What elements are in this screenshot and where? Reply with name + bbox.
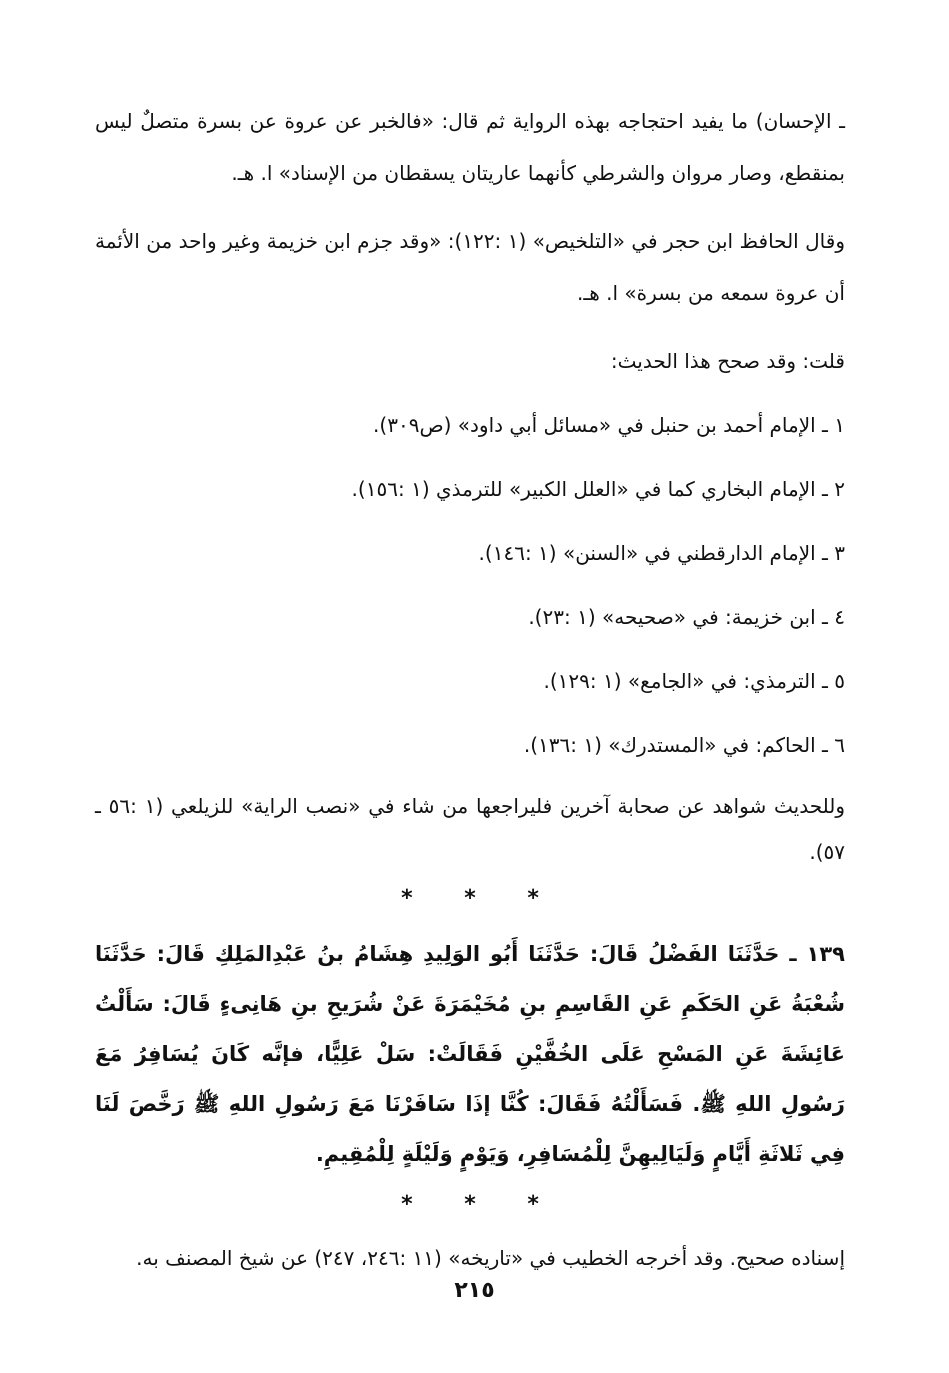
paragraph-authenticators-intro: قلت: وقد صحح هذا الحديث: — [610, 349, 845, 373]
hadith-139: ١٣٩ ـ حَدَّثَنَا الفَضْلُ قَالَ: حَدَّثَنَا أَبُو الوَلِيدِ هِشَامُ بنُ عَبْدِالمَلِكِ قَالَ: حَدَّثَنَا شُعْبَةُ عَنِ الحَكَمِ عَنِ القَاسِمِ بنِ مُخَيْمَرَةَ عَنْ شُرَيحِ بنِ هَانِىءٍ قَالَ: سَأَلْتُ عَائِشَةَ عَنِ المَسْحِ عَلَى الخُفَّيْنِ فَقَالَتْ: سَلْ عَلِيًّا، فإنَّه كَانَ يُسَافِرُ مَعَ رَسُولِ اللهِ ﷺ. فَسَأَلْتُهُ فَقَالَ: كُنَّا إذَا سَافَرْنَا مَعَ رَسُولِ اللهِ ﷺ رَخَّصَ لَنَا فِي ثَلاثَةِ أَيَّامٍ وَلَيَالِيهِنَّ لِلْمُسَافِرِ، وَيَوْمٍ وَلَيْلَةٍ لِلْمُقِيمِ. — [95, 942, 845, 1166]
page-number: ٢١٥ — [454, 1278, 495, 1303]
paragraph-shawahid: وللحديث شواهد عن صحابة آخرين فليراجعها من شاء في «نصب الراية» للزيلعي (١ :٥٦ ـ ٥٧). — [95, 794, 845, 864]
paragraph-isnad: إسناده صحيح. وقد أخرجه الخطيب في «تاريخه» (١١ :٢٤٦، ٢٤٧) عن شيخ المصنف به. — [136, 1246, 845, 1270]
paragraph-ibn-hajar: وقال الحافظ ابن حجر في «التلخيص» (١ :١٢٢): «وقد جزم ابن خزيمة وغير واحد من الأئمة أن عروة سمعه من بسرة» ا. هـ. — [95, 229, 845, 305]
authenticators-list — [95, 399, 845, 771]
list-item: ٦ ـ الحاكم: في «المستدرك» (١ :١٣٦). — [523, 733, 845, 757]
list-item: ٥ ـ الترمذي: في «الجامع» (١ :١٢٩). — [543, 669, 845, 693]
section-separator: * * * — [401, 1192, 561, 1217]
list-item: ٢ ـ الإمام البخاري كما في «العلل الكبير» للترمذي (١ :١٥٦). — [351, 477, 845, 501]
page-content — [95, 95, 845, 1281]
section-separator: * * * — [401, 886, 561, 911]
list-item: ١ ـ الإمام أحمد بن حنبل في «مسائل أبي داود» (ص٣٠٩). — [373, 413, 845, 437]
list-item: ٣ ـ الإمام الدارقطني في «السنن» (١ :١٤٦). — [478, 541, 845, 565]
list-item: ٤ ـ ابن خزيمة: في «صحيحه» (١ :٢٣). — [528, 605, 845, 629]
paragraph-ihsan-quote: ـ الإحسان) ما يفيد احتجاجه بهذه الرواية ثم قال: «فالخبر عن عروة عن بسرة متصلٌ ليس بمنقطع، وصار مروان والشرطي كأنهما عاريتان يسقطان من الإسناد» ا. هـ. — [95, 109, 845, 185]
